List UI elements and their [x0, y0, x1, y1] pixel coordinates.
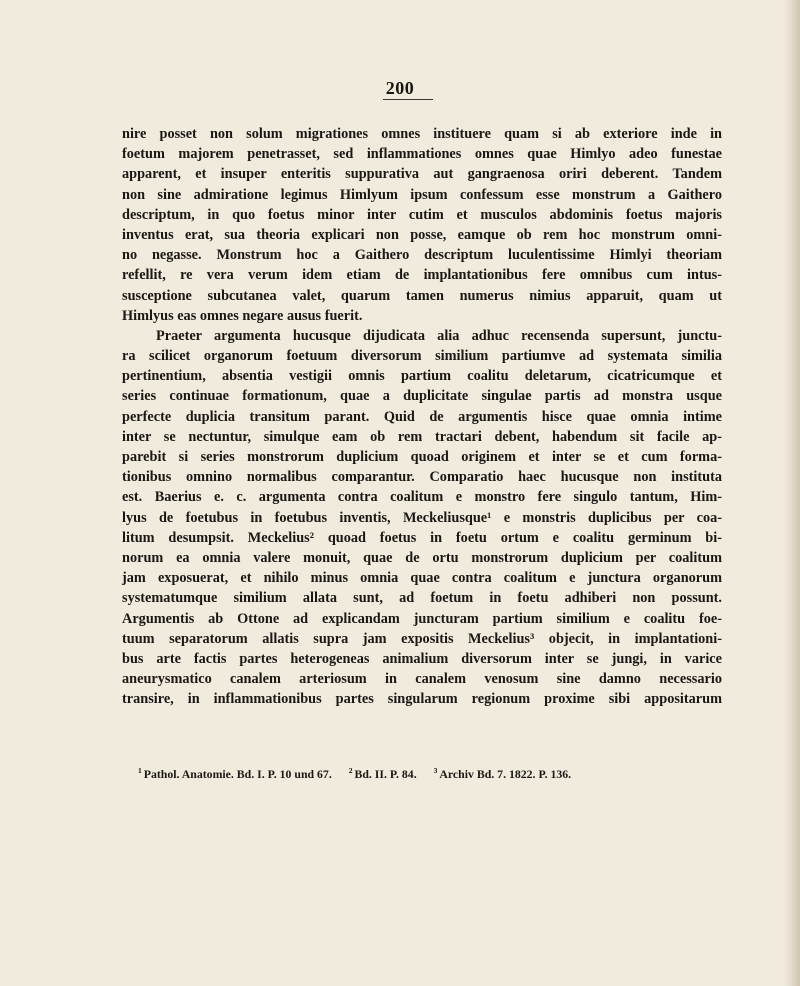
footnote-3 [434, 766, 572, 782]
text-line: transire, in inflammationibus partes singularum regionum proxime sibi appositarum [122, 691, 722, 708]
text-line: Praeter argumenta hucusque dijudicata alia adhuc recensenda supersunt, junctu- [156, 327, 722, 344]
text-line: foetum majorem penetrasset, sed inflammationes omnes quae Himlyo adeo funestae [122, 146, 722, 163]
text-line: jam exposuerat, et nihilo minus omnia quae contra coalitum e junctura organorum [122, 570, 722, 587]
text-line: Himlyus eas omnes negare ausus fuerit. [122, 307, 363, 324]
footnote-1-mark: 1 [138, 766, 142, 775]
footnote-2-text: Bd. II. P. 84. [354, 766, 417, 781]
text-line: descriptum, in quo foetus minor inter cutim et musculos abdominis foetus majoris [122, 206, 722, 223]
footnote-1 [138, 766, 332, 782]
text-line: no negasse. Monstrum hoc a Gaithero descriptum luculentissime Himlyi theoriam [122, 247, 722, 264]
footnote-1-text: Pathol. Anatomie. Bd. I. P. 10 und 67. [143, 766, 332, 781]
page-edge [784, 0, 800, 986]
footnote-3-mark: 3 [433, 766, 438, 775]
footnote-2 [349, 766, 417, 782]
footnotes [138, 766, 758, 782]
text-line: litum desumpsit. Meckelius² quoad foetus in foetu ortum e coalitu germinum bi- [122, 529, 722, 546]
text-line: susceptione subcutanea valet, quarum tamen numerus nimius apparuit, quam ut [122, 287, 722, 304]
page-number-rule [383, 99, 433, 100]
text-line: Argumentis ab Ottone ad explicandam juncturam partium similium e coalitu foe- [122, 610, 722, 627]
text-line: norum ea omnia valere monuit, quae de ortu monstrorum duplicium per coalitum [122, 549, 722, 566]
text-line: non sine admiratione legimus Himlyum ipsum confessum esse monstrum a Gaithero [122, 186, 722, 203]
text-line: series continuae formationum, quae a duplicitate singulae partis ad monstra usque [122, 388, 722, 405]
text-line: tionibus omnino normalibus comparantur. Comparatio haec hucusque non instituta [122, 469, 722, 486]
text-line: apparent, et insuper enteritis suppurativa aut gangraenosa oriri deberent. Tandem [122, 166, 722, 183]
text-line: parebit si series monstrorum duplicium quoad originem et inter se et cum forma- [122, 449, 722, 465]
text-line: systematumque similium allata sunt, ad foetum in foetu adhiberi non possunt. [122, 590, 722, 607]
text-line: lyus de foetubus in foetubus inventis, Meckeliusque¹ e monstris duplicibus per coa- [122, 509, 722, 526]
page-number: 200 [385, 78, 415, 98]
text-line: perfecte duplicia transitum parant. Quid de argumentis hisce quae omnia intime [122, 408, 722, 425]
text-line: bus arte factis partes heterogeneas animalium diversorum inter se jungi, in varice [122, 650, 722, 667]
text-line: nire posset non solum migrationes omnes instituere quam si ab exteriore inde in [122, 126, 722, 142]
text-line: pertinentium, absentia vestigii omnis partium coalitu deletarum, cicatricumque et [122, 368, 722, 385]
text-line: tuum separatorum allatis supra jam expositis Meckelius³ objecit, in implantationi- [122, 630, 722, 647]
text-line: est. Baerius e. c. argumenta contra coalitum e monstro fere singulo tantum, Him- [122, 489, 722, 506]
text-line: inventus erat, sua theoria explicari non posse, eamque ob rem hoc monstrum omni- [122, 226, 722, 243]
footnote-3-text: Archiv Bd. 7. 1822. P. 136. [439, 766, 572, 781]
text-line: refellit, re vera verum idem etiam de implantationibus fere omnibus cum intus- [122, 267, 722, 284]
body-text [122, 124, 722, 709]
text-line: aneurysmatico canalem arteriosum in canalem venosum sine damno necessario [122, 671, 722, 688]
footnote-2-mark: 2 [348, 766, 353, 775]
text-line: ra scilicet organorum foetuum diversorum similium partiumve ad systemata similia [122, 348, 722, 365]
text-line: inter se nectuntur, simulque eam ob rem tractari debent, habendum sit facile ap- [122, 428, 722, 445]
